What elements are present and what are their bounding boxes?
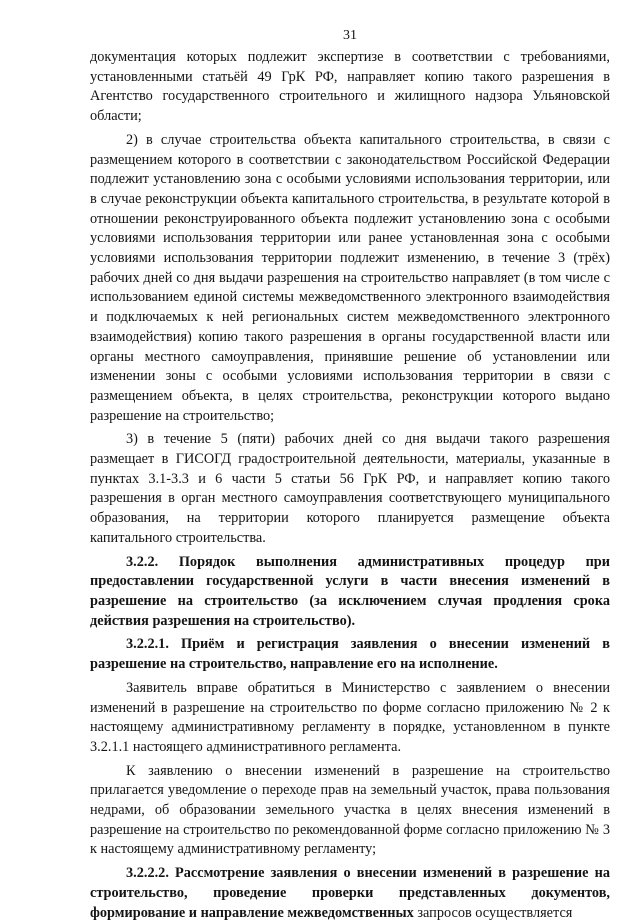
section-heading-3-2-2-2	[90, 864, 610, 923]
page-number: 31	[343, 28, 357, 43]
section-heading-3-2-2-2-bold: 3.2.2.2. Рассмотрение заявления о внесении изменений в разрешение на строительство, проведение проверки представленных документов, формирование и направление межведомственных	[90, 865, 610, 921]
paragraph-p4: Заявитель вправе обратиться в Министерство с заявлением о внесении изменений в разрешение на строительство по форме согласно приложению № 2 к настоящему административному регламенту в порядке, установленном в пункте 3.2.1.1 настоящего административного регламента.	[90, 679, 610, 755]
section-heading-3-2-2-2-tail: запросов осуществляется	[413, 904, 573, 921]
paragraph-p2: 2) в случае строительства объекта капитального строительства, в связи с размещением которого в соответствии с законодательством Российской Федерации подлежит установлению зона с особыми условиями использования территории, или в случае реконструкции объекта капитального строительства, в результате которой в отношении реконструированного объекта подлежит установлению зона с особыми условиями использования территории или ранее установленная зона с особыми условиями использования территории подлежит изменению, в течение 3 (трёх) рабочих дней со дня выдачи разрешения на строительство направляет (в том числе с использованием единой системы межведомственного электронного взаимодействия и подключаемых к ней региональных систем межведомственного электронного взаимодействия) копию такого разрешения в органы государственной власти или органы местного самоуправления, принявшие решение об установлении или изменении зоны с особыми условиями использования территории в связи с размещением объекта, в целях строительства, реконструкции которого выдано разрешение на строительство;	[90, 131, 610, 424]
section-heading-3-2-2: 3.2.2. Порядок выполнения административных процедур при предоставлении государственной услуги в части внесения изменений в разрешение на строительство (за исключением случая продления срока действия разрешения на строительство).	[90, 553, 610, 629]
document-page	[90, 26, 610, 923]
paragraph-p1: документация которых подлежит экспертизе в соответствии с требованиями, установленными статьёй 49 ГрК РФ, направляет копию такого разрешения в Агентство государственного строительного и жилищного надзора Ульяновской области;	[90, 49, 610, 125]
paragraph-p5: К заявлению о внесении изменений в разрешение на строительство прилагается уведомление о переходе прав на земельный участок, права пользования недрами, об образовании земельного участка в целях внесения изменений в разрешение на строительство по рекомендованной форме согласно приложению № 3 к настоящему административному регламенту;	[90, 762, 610, 858]
paragraph-p3: 3) в течение 5 (пяти) рабочих дней со дня выдачи такого разрешения размещает в ГИСОГД градостроительной деятельности, материалы, указанные в пунктах 3.1-3.3 и 6 части 5 статьи 56 ГрК РФ, и направляет копию такого разрешения в орган местного самоуправления соответствующего муниципального образования, на территории которого планируется размещение объекта капитального строительства.	[90, 431, 610, 546]
section-heading-3-2-2-1: 3.2.2.1. Приём и регистрация заявления о внесении изменений в разрешение на строительство, направление его на исполнение.	[90, 636, 610, 673]
